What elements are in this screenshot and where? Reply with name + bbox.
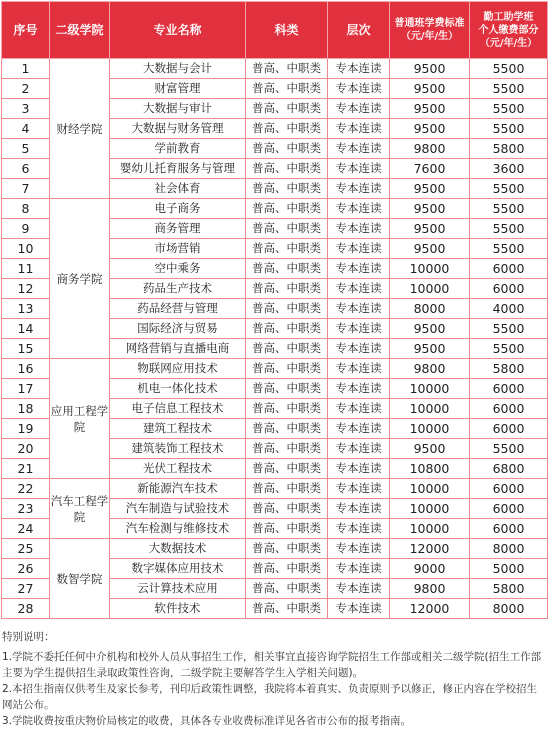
cell-major: 大数据技术 xyxy=(110,539,246,559)
cell-seq: 11 xyxy=(2,259,50,279)
cell-level: 专本连读 xyxy=(328,339,390,359)
cell-fee: 9500 xyxy=(390,339,470,359)
cell-work-fee: 5500 xyxy=(470,439,548,459)
cell-seq: 24 xyxy=(2,519,50,539)
cell-seq: 28 xyxy=(2,599,50,619)
cell-seq: 13 xyxy=(2,299,50,319)
cell-level: 专本连读 xyxy=(328,279,390,299)
cell-fee: 9500 xyxy=(390,79,470,99)
header-major: 专业名称 xyxy=(110,2,246,59)
cell-major: 软件技术 xyxy=(110,599,246,619)
cell-major: 大数据与会计 xyxy=(110,59,246,79)
cell-category: 普高、中职类 xyxy=(246,139,328,159)
header-work-fee-line-3: （元/年/生） xyxy=(479,37,538,49)
cell-work-fee: 5000 xyxy=(470,559,548,579)
header-fee-line-2: （元/年/生） xyxy=(400,31,459,42)
cell-work-fee: 5500 xyxy=(470,59,548,79)
cell-major: 电子信息工程技术 xyxy=(110,399,246,419)
cell-major: 电子商务 xyxy=(110,199,246,219)
cell-category: 普高、中职类 xyxy=(246,419,328,439)
cell-fee: 10000 xyxy=(390,479,470,499)
cell-work-fee: 4000 xyxy=(470,299,548,319)
table-row xyxy=(2,539,548,559)
header-level: 层次 xyxy=(328,2,390,59)
cell-seq: 17 xyxy=(2,379,50,399)
cell-category: 普高、中职类 xyxy=(246,319,328,339)
cell-level: 专本连读 xyxy=(328,479,390,499)
cell-fee: 9500 xyxy=(390,199,470,219)
cell-work-fee: 6000 xyxy=(470,279,548,299)
cell-fee: 9800 xyxy=(390,579,470,599)
cell-category: 普高、中职类 xyxy=(246,499,328,519)
cell-category: 普高、中职类 xyxy=(246,179,328,199)
cell-major: 财富管理 xyxy=(110,79,246,99)
cell-fee: 10000 xyxy=(390,519,470,539)
cell-category: 普高、中职类 xyxy=(246,539,328,559)
cell-fee: 9500 xyxy=(390,99,470,119)
cell-level: 专本连读 xyxy=(328,319,390,339)
cell-category: 普高、中职类 xyxy=(246,219,328,239)
header-work-fee xyxy=(470,2,548,59)
cell-seq: 16 xyxy=(2,359,50,379)
cell-major: 汽车检测与维修技术 xyxy=(110,519,246,539)
cell-seq: 7 xyxy=(2,179,50,199)
cell-category: 普高、中职类 xyxy=(246,279,328,299)
header-work-fee-line-2: 个人缴费部分 xyxy=(478,24,539,36)
header-work-fee-line-1: 勤工助学班 xyxy=(483,11,534,23)
cell-fee: 9500 xyxy=(390,59,470,79)
cell-category: 普高、中职类 xyxy=(246,239,328,259)
note-item-3: 3.学院收费按重庆物价局核定的收费，具体各专业收费标准详见各省市公布的报考指南。 xyxy=(2,715,412,727)
cell-level: 专本连读 xyxy=(328,259,390,279)
cell-fee: 10000 xyxy=(390,399,470,419)
table-row xyxy=(2,359,548,379)
cell-category: 普高、中职类 xyxy=(246,559,328,579)
cell-level: 专本连读 xyxy=(328,399,390,419)
cell-seq: 27 xyxy=(2,579,50,599)
cell-level: 专本连读 xyxy=(328,119,390,139)
cell-category: 普高、中职类 xyxy=(246,439,328,459)
cell-work-fee: 5800 xyxy=(470,139,548,159)
cell-seq: 18 xyxy=(2,399,50,419)
cell-fee: 10000 xyxy=(390,499,470,519)
cell-level: 专本连读 xyxy=(328,519,390,539)
header-category: 科类 xyxy=(246,2,328,59)
cell-major: 物联网应用技术 xyxy=(110,359,246,379)
header-fee-line-1: 普通班学费标准 xyxy=(394,18,465,29)
cell-level: 专本连读 xyxy=(328,599,390,619)
cell-seq: 4 xyxy=(2,119,50,139)
cell-category: 普高、中职类 xyxy=(246,159,328,179)
cell-fee: 10000 xyxy=(390,279,470,299)
cell-fee: 9500 xyxy=(390,319,470,339)
cell-major: 数字媒体应用技术 xyxy=(110,559,246,579)
cell-work-fee: 5800 xyxy=(470,359,548,379)
cell-level: 专本连读 xyxy=(328,159,390,179)
cell-category: 普高、中职类 xyxy=(246,479,328,499)
cell-level: 专本连读 xyxy=(328,59,390,79)
cell-fee: 9500 xyxy=(390,119,470,139)
cell-category: 普高、中职类 xyxy=(246,579,328,599)
cell-fee: 9500 xyxy=(390,219,470,239)
note-item-2: 2.本招生指南仅供考生及家长参考，刊印后政策性调整，我院将本着真实、负责原则予以修正，修正内容在学校招生网站公布。 xyxy=(2,683,538,711)
header-row xyxy=(2,2,548,59)
cell-category: 普高、中职类 xyxy=(246,599,328,619)
cell-major: 市场营销 xyxy=(110,239,246,259)
cell-category: 普高、中职类 xyxy=(246,299,328,319)
note-item-1: 1.学院不委托任何中介机构和校外人员从事招生工作，相关事宜直接咨询学院招生工作部或相关二级学院(招生工作部主要为学生提供招生录取政策性咨询，二级学院主要解答学生入学相关问题)。 xyxy=(2,651,542,679)
cell-major: 光伏工程技术 xyxy=(110,459,246,479)
cell-category: 普高、中职类 xyxy=(246,119,328,139)
cell-fee: 10000 xyxy=(390,379,470,399)
cell-seq: 25 xyxy=(2,539,50,559)
cell-work-fee: 6000 xyxy=(470,419,548,439)
cell-category: 普高、中职类 xyxy=(246,379,328,399)
cell-fee: 9500 xyxy=(390,179,470,199)
cell-seq: 12 xyxy=(2,279,50,299)
cell-fee: 9500 xyxy=(390,239,470,259)
cell-work-fee: 8000 xyxy=(470,599,548,619)
fee-table xyxy=(1,1,548,619)
cell-seq: 8 xyxy=(2,199,50,219)
cell-major: 学前教育 xyxy=(110,139,246,159)
cell-major: 婴幼儿托育服务与管理 xyxy=(110,159,246,179)
cell-work-fee: 5500 xyxy=(470,319,548,339)
cell-seq: 26 xyxy=(2,559,50,579)
notes-section xyxy=(2,629,544,729)
cell-seq: 9 xyxy=(2,219,50,239)
cell-fee: 10000 xyxy=(390,419,470,439)
cell-college: 财经学院 xyxy=(50,59,110,199)
cell-category: 普高、中职类 xyxy=(246,59,328,79)
cell-seq: 10 xyxy=(2,239,50,259)
cell-work-fee: 5500 xyxy=(470,99,548,119)
cell-major: 商务管理 xyxy=(110,219,246,239)
cell-work-fee: 6000 xyxy=(470,479,548,499)
cell-level: 专本连读 xyxy=(328,299,390,319)
cell-seq: 20 xyxy=(2,439,50,459)
cell-category: 普高、中职类 xyxy=(246,359,328,379)
cell-work-fee: 8000 xyxy=(470,539,548,559)
cell-level: 专本连读 xyxy=(328,99,390,119)
cell-seq: 22 xyxy=(2,479,50,499)
cell-work-fee: 5800 xyxy=(470,579,548,599)
cell-work-fee: 6000 xyxy=(470,379,548,399)
cell-level: 专本连读 xyxy=(328,219,390,239)
cell-fee: 12000 xyxy=(390,599,470,619)
cell-major: 建筑工程技术 xyxy=(110,419,246,439)
cell-work-fee: 3600 xyxy=(470,159,548,179)
header-seq: 序号 xyxy=(2,2,50,59)
cell-work-fee: 5500 xyxy=(470,239,548,259)
cell-level: 专本连读 xyxy=(328,199,390,219)
cell-fee: 10800 xyxy=(390,459,470,479)
cell-college: 应用工程学院 xyxy=(50,359,110,479)
fee-table-body xyxy=(2,59,548,619)
cell-category: 普高、中职类 xyxy=(246,339,328,359)
cell-level: 专本连读 xyxy=(328,499,390,519)
cell-major: 国际经济与贸易 xyxy=(110,319,246,339)
cell-level: 专本连读 xyxy=(328,359,390,379)
cell-work-fee: 5500 xyxy=(470,119,548,139)
cell-major: 大数据与审计 xyxy=(110,99,246,119)
cell-college: 数智学院 xyxy=(50,539,110,619)
header-fee xyxy=(390,2,470,59)
cell-college: 汽车工程学院 xyxy=(50,479,110,539)
cell-seq: 21 xyxy=(2,459,50,479)
table-row xyxy=(2,199,548,219)
cell-work-fee: 6000 xyxy=(470,259,548,279)
cell-work-fee: 5500 xyxy=(470,199,548,219)
notes-title: 特别说明： xyxy=(2,631,55,643)
cell-major: 社会体育 xyxy=(110,179,246,199)
cell-level: 专本连读 xyxy=(328,379,390,399)
cell-fee: 9800 xyxy=(390,359,470,379)
cell-fee: 7600 xyxy=(390,159,470,179)
cell-fee: 9800 xyxy=(390,139,470,159)
cell-major: 汽车制造与试验技术 xyxy=(110,499,246,519)
cell-fee: 9000 xyxy=(390,559,470,579)
table-row xyxy=(2,59,548,79)
cell-level: 专本连读 xyxy=(328,579,390,599)
cell-work-fee: 5500 xyxy=(470,79,548,99)
cell-level: 专本连读 xyxy=(328,539,390,559)
cell-major: 云计算技术应用 xyxy=(110,579,246,599)
cell-major: 建筑装饰工程技术 xyxy=(110,439,246,459)
cell-level: 专本连读 xyxy=(328,559,390,579)
cell-level: 专本连读 xyxy=(328,179,390,199)
header-college: 二级学院 xyxy=(50,2,110,59)
table-row xyxy=(2,479,548,499)
cell-major: 大数据与财务管理 xyxy=(110,119,246,139)
cell-college: 商务学院 xyxy=(50,199,110,359)
cell-work-fee: 6000 xyxy=(470,399,548,419)
cell-major: 机电一体化技术 xyxy=(110,379,246,399)
cell-seq: 1 xyxy=(2,59,50,79)
cell-level: 专本连读 xyxy=(328,139,390,159)
cell-category: 普高、中职类 xyxy=(246,519,328,539)
cell-seq: 5 xyxy=(2,139,50,159)
cell-major: 空中乘务 xyxy=(110,259,246,279)
cell-category: 普高、中职类 xyxy=(246,459,328,479)
cell-seq: 2 xyxy=(2,79,50,99)
cell-level: 专本连读 xyxy=(328,439,390,459)
cell-work-fee: 6000 xyxy=(470,519,548,539)
cell-seq: 23 xyxy=(2,499,50,519)
cell-seq: 14 xyxy=(2,319,50,339)
cell-work-fee: 5500 xyxy=(470,219,548,239)
cell-work-fee: 5500 xyxy=(470,339,548,359)
cell-work-fee: 6000 xyxy=(470,499,548,519)
cell-major: 药品生产技术 xyxy=(110,279,246,299)
cell-work-fee: 6800 xyxy=(470,459,548,479)
cell-level: 专本连读 xyxy=(328,419,390,439)
cell-category: 普高、中职类 xyxy=(246,199,328,219)
cell-major: 新能源汽车技术 xyxy=(110,479,246,499)
cell-category: 普高、中职类 xyxy=(246,79,328,99)
cell-seq: 15 xyxy=(2,339,50,359)
cell-fee: 10000 xyxy=(390,259,470,279)
cell-level: 专本连读 xyxy=(328,239,390,259)
cell-seq: 6 xyxy=(2,159,50,179)
cell-category: 普高、中职类 xyxy=(246,399,328,419)
cell-seq: 3 xyxy=(2,99,50,119)
cell-category: 普高、中职类 xyxy=(246,99,328,119)
cell-fee: 8000 xyxy=(390,299,470,319)
cell-fee: 9500 xyxy=(390,439,470,459)
cell-major: 药品经营与管理 xyxy=(110,299,246,319)
cell-major: 网络营销与直播电商 xyxy=(110,339,246,359)
cell-fee: 12000 xyxy=(390,539,470,559)
cell-seq: 19 xyxy=(2,419,50,439)
cell-category: 普高、中职类 xyxy=(246,259,328,279)
cell-level: 专本连读 xyxy=(328,79,390,99)
cell-work-fee: 5500 xyxy=(470,179,548,199)
cell-level: 专本连读 xyxy=(328,459,390,479)
